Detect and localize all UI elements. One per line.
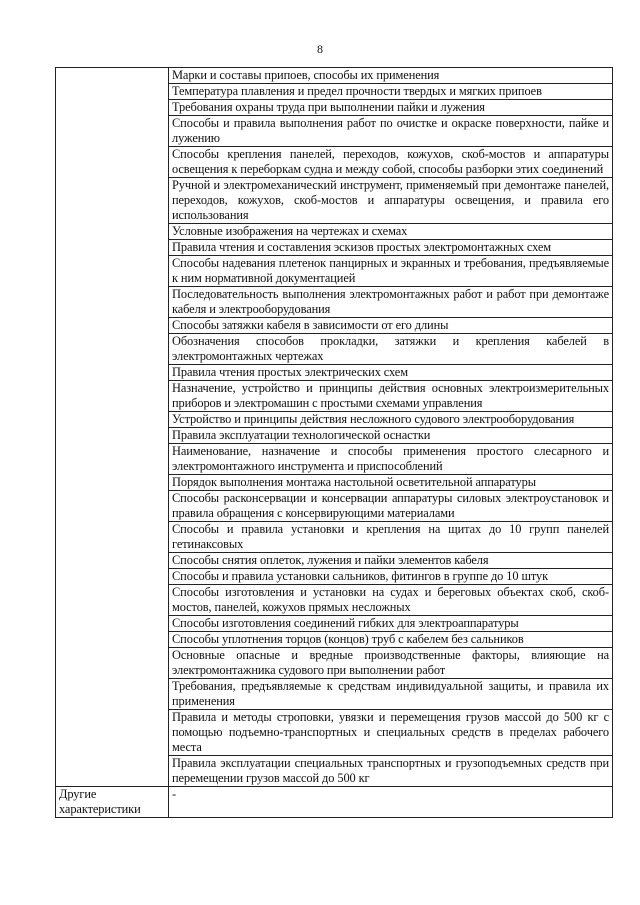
knowledge-item: Порядок выполнения монтажа настольной осветительной аппаратуры	[169, 475, 613, 491]
other-characteristics-value: -	[169, 787, 613, 818]
knowledge-item: Способы изготовления соединений гибких для электроаппаратуры	[169, 616, 613, 632]
knowledge-item: Способы и правила выполнения работ по очистке и окраске поверхности, пайке и лужению	[169, 116, 613, 147]
other-characteristics-row	[56, 787, 613, 818]
knowledge-item: Способы затяжки кабеля в зависимости от его длины	[169, 318, 613, 334]
knowledge-item: Требования, предъявляемые к средствам индивидуальной защиты, и правила их применения	[169, 679, 613, 710]
knowledge-item: Правила чтения и составления эскизов простых электромонтажных схем	[169, 240, 613, 256]
table-row	[56, 68, 613, 84]
knowledge-item: Устройство и принципы действия несложного судового электрооборудования	[169, 412, 613, 428]
knowledge-item: Основные опасные и вредные производственные факторы, влияющие на электромонтажника судового при выполнении работ	[169, 648, 613, 679]
knowledge-item: Правила эксплуатации технологической оснастки	[169, 428, 613, 444]
knowledge-item: Способы и правила установки сальников, фитингов в группе до 10 штук	[169, 569, 613, 585]
knowledge-item: Способы расконсервации и консервации аппаратуры силовых электроустановок и правила обращения с консервирующими материалами	[169, 491, 613, 522]
requirements-table	[55, 67, 613, 818]
knowledge-cell	[56, 68, 169, 787]
knowledge-item: Ручной и электромеханический инструмент, применяемый при демонтаже панелей, переходов, кожухов, скоб-мостов и аппаратуры освещения, и правила его использования	[169, 178, 613, 224]
knowledge-item: Способы снятия оплеток, лужения и пайки элементов кабеля	[169, 553, 613, 569]
other-characteristics-label: Другие характеристики	[56, 787, 169, 818]
knowledge-item: Наименование, назначение и способы применения простого слесарного и электромонтажного инструмента и приспособлений	[169, 444, 613, 475]
knowledge-item: Обозначения способов прокладки, затяжки и крепления кабелей в электромонтажных чертежах	[169, 334, 613, 365]
knowledge-item: Правила эксплуатации специальных транспортных и грузоподъемных средств при перемещении грузов массой до 500 кг	[169, 756, 613, 787]
knowledge-item: Температура плавления и предел прочности твердых и мягких припоев	[169, 84, 613, 100]
knowledge-item: Способы уплотнения торцов (концов) труб с кабелем без сальников	[169, 632, 613, 648]
knowledge-item: Правила и методы строповки, увязки и перемещения грузов массой до 500 кг с помощью подъемно-транспортных и специальных средств в пределах рабочего места	[169, 710, 613, 756]
knowledge-item: Марки и составы припоев, способы их применения	[169, 68, 613, 84]
knowledge-item: Способы крепления панелей, переходов, кожухов, скоб-мостов и аппаратуры освещения к переборкам судна и между собой, способы разборки этих соединений	[169, 147, 613, 178]
knowledge-item: Способы надевания плетенок панцирных и экранных и требования, предъявляемые к ним нормативной документацией	[169, 256, 613, 287]
knowledge-item: Правила чтения простых электрических схем	[169, 365, 613, 381]
knowledge-item: Способы и правила установки и крепления на щитах до 10 групп панелей гетинаксовых	[169, 522, 613, 553]
page-number: 8	[317, 42, 323, 56]
knowledge-item: Требования охраны труда при выполнении пайки и лужения	[169, 100, 613, 116]
knowledge-item: Способы изготовления и установки на судах и береговых объектах скоб, скоб-мостов, панелей, кожухов прямых несложных	[169, 585, 613, 616]
knowledge-item: Условные изображения на чертежах и схемах	[169, 224, 613, 240]
knowledge-item: Назначение, устройство и принципы действия основных электроизмерительных приборов и электромашин с простыми схемами управления	[169, 381, 613, 412]
knowledge-item: Последовательность выполнения электромонтажных работ и работ при демонтаже кабеля и электрооборудования	[169, 287, 613, 318]
